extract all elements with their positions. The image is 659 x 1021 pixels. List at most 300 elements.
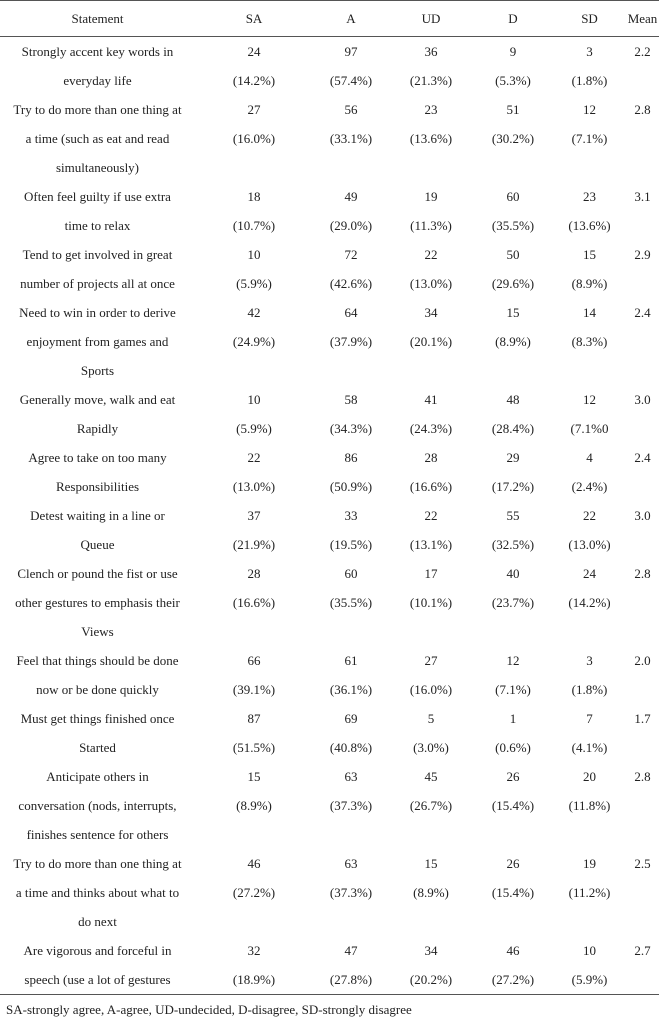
ud-cell <box>389 501 473 559</box>
statement-cell <box>0 385 195 443</box>
sa-cell-line: 10 <box>247 392 261 407</box>
d-cell <box>473 559 553 646</box>
statement-cell-line: other gestures to emphasis their <box>15 595 180 610</box>
d-cell <box>473 501 553 559</box>
mean-cell <box>626 443 659 501</box>
ud-cell-line: (21.3%) <box>409 73 453 88</box>
mean-cell <box>626 298 659 385</box>
d-cell-line: 1 <box>509 711 517 726</box>
footnote: SA-strongly agree, A-agree, UD-undecided, D-disagree, SD-strongly disagree <box>6 1002 412 1017</box>
d-cell <box>473 646 553 704</box>
a-cell <box>313 182 389 240</box>
a-cell-line: (50.9%) <box>329 479 373 494</box>
d-cell-line: (35.5%) <box>491 218 535 233</box>
ud-cell-line: 15 <box>424 856 438 871</box>
mean-cell-line: 3.0 <box>634 392 651 407</box>
sa-cell-line: (27.2%) <box>232 885 276 900</box>
sa-cell <box>195 443 313 501</box>
sa-cell <box>195 501 313 559</box>
ud-cell-line: 41 <box>424 392 438 407</box>
ud-cell <box>389 936 473 995</box>
statement-cell-line: Try to do more than one thing at <box>13 102 182 117</box>
mean-cell <box>626 849 659 936</box>
a-cell-line: 61 <box>344 653 358 668</box>
statement-cell <box>0 298 195 385</box>
a-cell-line: 47 <box>344 943 358 958</box>
a-cell <box>313 385 389 443</box>
ud-cell-line: (8.9%) <box>413 885 449 900</box>
mean-cell <box>626 182 659 240</box>
ud-cell-line: (26.7%) <box>409 798 453 813</box>
mean-cell <box>626 37 659 96</box>
mean-cell-line: 2.8 <box>634 566 651 581</box>
header-ud: UD <box>389 1 473 37</box>
ud-cell <box>389 849 473 936</box>
sd-cell <box>553 385 626 443</box>
statement-cell-line: Detest waiting in a line or <box>30 508 165 523</box>
a-cell-line: (27.8%) <box>329 972 373 987</box>
d-cell-line: (23.7%) <box>491 595 535 610</box>
a-cell-line: (37.3%) <box>329 885 373 900</box>
ud-cell <box>389 762 473 849</box>
d-cell-line: 12 <box>506 653 520 668</box>
ud-cell-line: (20.1%) <box>409 334 453 349</box>
a-cell-line: (19.5%) <box>329 537 373 552</box>
statement-cell <box>0 559 195 646</box>
sa-cell-line: (14.2%) <box>232 73 276 88</box>
a-cell-line: (35.5%) <box>329 595 373 610</box>
a-cell-line: (57.4%) <box>329 73 373 88</box>
sd-cell-line: 23 <box>583 189 596 204</box>
statement-cell-line: Are vigorous and forceful in <box>23 943 172 958</box>
statement-cell-line: Feel that things should be done <box>16 653 179 668</box>
sd-cell <box>553 443 626 501</box>
table-row <box>0 559 659 646</box>
sd-cell-line: (11.8%) <box>568 798 611 813</box>
sa-cell-line: (18.9%) <box>232 972 276 987</box>
sd-cell-line: 24 <box>583 566 596 581</box>
mean-cell <box>626 240 659 298</box>
a-cell-line: 69 <box>344 711 358 726</box>
a-cell <box>313 936 389 995</box>
ud-cell-line: 19 <box>424 189 438 204</box>
table-row <box>0 95 659 182</box>
ud-cell-line: (16.6%) <box>409 479 453 494</box>
sd-cell <box>553 240 626 298</box>
header-sa: SA <box>195 1 313 37</box>
a-cell-line: 86 <box>344 450 358 465</box>
d-cell-line: 50 <box>506 247 520 262</box>
d-cell-line: 26 <box>506 856 520 871</box>
d-cell-line: 40 <box>506 566 520 581</box>
sd-cell-line: 14 <box>583 305 596 320</box>
ud-cell <box>389 385 473 443</box>
a-cell-line: 64 <box>344 305 358 320</box>
statement-cell-line: Tend to get involved in great <box>22 247 173 262</box>
ud-cell-line: 5 <box>427 711 435 726</box>
statement-cell <box>0 443 195 501</box>
sa-cell-line: 28 <box>247 566 261 581</box>
d-cell <box>473 298 553 385</box>
d-cell-line: (32.5%) <box>491 537 535 552</box>
statement-cell <box>0 95 195 182</box>
sd-cell-line: 3 <box>586 44 593 59</box>
ud-cell-line: (13.0%) <box>409 276 453 291</box>
statement-cell-line: finishes sentence for others <box>26 827 169 842</box>
d-cell <box>473 182 553 240</box>
sa-cell-line: 10 <box>247 247 261 262</box>
sd-cell-line: 12 <box>583 102 596 117</box>
sd-cell-line: (4.1%) <box>571 740 608 755</box>
sd-cell <box>553 762 626 849</box>
table-row <box>0 704 659 762</box>
table-row <box>0 646 659 704</box>
sd-cell <box>553 559 626 646</box>
table-row <box>0 936 659 995</box>
d-cell-line: 9 <box>509 44 517 59</box>
ud-cell <box>389 646 473 704</box>
sa-cell <box>195 849 313 936</box>
a-cell-line: (37.9%) <box>329 334 373 349</box>
a-cell-line: 56 <box>344 102 358 117</box>
statement-cell-line: Views <box>81 624 114 639</box>
a-cell <box>313 646 389 704</box>
mean-cell-line: 2.9 <box>634 247 651 262</box>
mean-cell-line: 2.7 <box>634 943 651 958</box>
d-cell-line: 26 <box>506 769 520 784</box>
d-cell <box>473 385 553 443</box>
a-cell <box>313 559 389 646</box>
a-cell <box>313 37 389 96</box>
a-cell <box>313 298 389 385</box>
statement-cell-line: enjoyment from games and <box>26 334 169 349</box>
ud-cell <box>389 443 473 501</box>
d-cell-line: 55 <box>506 508 520 523</box>
statement-cell-line: Must get things finished once <box>20 711 175 726</box>
statement-cell <box>0 501 195 559</box>
d-cell-line: 48 <box>506 392 520 407</box>
statement-cell-line: speech (use a lot of gestures <box>24 972 171 987</box>
d-cell <box>473 849 553 936</box>
sa-cell-line: 27 <box>247 102 261 117</box>
sd-cell-line: 4 <box>586 450 593 465</box>
statement-cell-line: number of projects all at once <box>20 276 175 291</box>
sa-cell-line: (13.0%) <box>232 479 276 494</box>
ud-cell <box>389 37 473 96</box>
sd-cell-line: (1.8%) <box>571 682 608 697</box>
a-cell <box>313 762 389 849</box>
sa-cell <box>195 298 313 385</box>
a-cell-line: 72 <box>344 247 358 262</box>
mean-cell <box>626 936 659 995</box>
statement-cell-line: everyday life <box>63 73 132 88</box>
ud-cell-line: 45 <box>424 769 438 784</box>
a-cell-line: 33 <box>344 508 358 523</box>
a-cell <box>313 501 389 559</box>
ud-cell <box>389 559 473 646</box>
sd-cell-line: (11.2%) <box>568 885 611 900</box>
ud-cell <box>389 298 473 385</box>
statement-cell-line: now or be done quickly <box>36 682 159 697</box>
d-cell <box>473 762 553 849</box>
statement-cell-line: a time (such as eat and read <box>25 131 170 146</box>
a-cell-line: 58 <box>344 392 358 407</box>
sa-cell-line: 32 <box>247 943 261 958</box>
d-cell <box>473 37 553 96</box>
statement-cell <box>0 849 195 936</box>
sd-cell-line: (8.3%) <box>571 334 608 349</box>
table-row <box>0 240 659 298</box>
mean-cell <box>626 95 659 182</box>
sa-cell-line: (16.0%) <box>232 131 276 146</box>
d-cell-line: 60 <box>506 189 520 204</box>
a-cell-line: (36.1%) <box>329 682 373 697</box>
ud-cell-line: 28 <box>424 450 438 465</box>
sd-cell-line: (13.0%) <box>568 537 611 552</box>
a-cell-line: (34.3%) <box>329 421 373 436</box>
statement-cell-line: time to relax <box>64 218 131 233</box>
sa-cell-line: (21.9%) <box>232 537 276 552</box>
table-row <box>0 443 659 501</box>
ud-cell-line: (11.3%) <box>410 218 452 233</box>
a-cell <box>313 849 389 936</box>
statement-cell <box>0 762 195 849</box>
statement-cell-line: Sports <box>80 363 115 378</box>
a-cell <box>313 443 389 501</box>
ud-cell <box>389 95 473 182</box>
statement-cell-line: Started <box>79 740 116 755</box>
a-cell-line: (33.1%) <box>329 131 373 146</box>
sd-cell <box>553 646 626 704</box>
ud-cell-line: (24.3%) <box>409 421 453 436</box>
d-cell-line: (15.4%) <box>491 885 535 900</box>
statement-cell <box>0 704 195 762</box>
table-row <box>0 849 659 936</box>
statement-cell-line: Rapidly <box>76 421 119 436</box>
table-row <box>0 37 659 96</box>
ud-cell-line: (3.0%) <box>413 740 449 755</box>
d-cell <box>473 240 553 298</box>
statement-cell-line: Agree to take on too many <box>28 450 167 465</box>
sa-cell-line: 46 <box>247 856 261 871</box>
ud-cell <box>389 240 473 298</box>
a-cell-line: 63 <box>344 769 358 784</box>
a-cell <box>313 240 389 298</box>
mean-cell-line: 2.5 <box>634 856 651 871</box>
a-cell-line: (40.8%) <box>329 740 373 755</box>
table-row <box>0 501 659 559</box>
header-statement: Statement <box>0 1 195 37</box>
ud-cell-line: 36 <box>424 44 438 59</box>
sd-cell-line: 12 <box>583 392 596 407</box>
sa-cell <box>195 762 313 849</box>
mean-cell <box>626 501 659 559</box>
mean-cell-line: 1.7 <box>634 711 651 726</box>
sd-cell-line: 22 <box>583 508 596 523</box>
statement-cell <box>0 240 195 298</box>
sd-cell-line: 15 <box>583 247 596 262</box>
sd-cell <box>553 704 626 762</box>
table-row <box>0 385 659 443</box>
sd-cell <box>553 95 626 182</box>
ud-cell-line: 34 <box>424 943 438 958</box>
statement-cell-line: Try to do more than one thing at <box>13 856 182 871</box>
statement-cell-line: simultaneously) <box>55 160 140 175</box>
statement-cell <box>0 37 195 96</box>
statement-cell-line: Responsibilities <box>55 479 140 494</box>
statement-cell-line: Queue <box>80 537 115 552</box>
ud-cell-line: (13.6%) <box>409 131 453 146</box>
sd-cell-line: 10 <box>583 943 596 958</box>
d-cell <box>473 704 553 762</box>
sa-cell <box>195 385 313 443</box>
sd-cell-line: 20 <box>583 769 596 784</box>
d-cell <box>473 443 553 501</box>
mean-cell <box>626 385 659 443</box>
d-cell-line: (8.9%) <box>495 334 531 349</box>
sd-cell-line: (7.1%) <box>571 131 608 146</box>
a-cell <box>313 704 389 762</box>
sa-cell-line: 66 <box>247 653 261 668</box>
mean-cell <box>626 646 659 704</box>
sa-cell-line: 22 <box>247 450 261 465</box>
header-d: D <box>473 1 553 37</box>
statement-cell-line: conversation (nods, interrupts, <box>18 798 177 813</box>
sa-cell-line: 42 <box>247 305 261 320</box>
sa-cell-line: 24 <box>247 44 261 59</box>
mean-cell-line: 2.4 <box>634 450 651 465</box>
sa-cell-line: (24.9%) <box>232 334 276 349</box>
ud-cell-line: 17 <box>424 566 438 581</box>
statement-cell-line: Often feel guilty if use extra <box>24 189 171 204</box>
d-cell-line: 29 <box>506 450 520 465</box>
a-cell-line: (29.0%) <box>329 218 373 233</box>
ud-cell-line: (16.0%) <box>409 682 453 697</box>
ud-cell-line: 23 <box>424 102 438 117</box>
d-cell-line: (28.4%) <box>491 421 535 436</box>
ud-cell <box>389 704 473 762</box>
sd-cell-line: (1.8%) <box>571 73 608 88</box>
sd-cell-line: (14.2%) <box>568 595 611 610</box>
sd-cell-line: 19 <box>583 856 596 871</box>
sa-cell-line: (5.9%) <box>236 276 272 291</box>
a-cell-line: (37.3%) <box>329 798 373 813</box>
sd-cell-line: (5.9%) <box>571 972 608 987</box>
mean-cell-line: 2.2 <box>634 44 651 59</box>
sd-cell-line: 7 <box>586 711 593 726</box>
ud-cell <box>389 182 473 240</box>
sd-cell <box>553 298 626 385</box>
d-cell <box>473 95 553 182</box>
sd-cell <box>553 849 626 936</box>
statement-cell <box>0 646 195 704</box>
sa-cell <box>195 936 313 995</box>
sa-cell <box>195 646 313 704</box>
table-row <box>0 182 659 240</box>
sa-cell <box>195 704 313 762</box>
a-cell-line: 49 <box>344 189 358 204</box>
statement-cell-line: Strongly accent key words in <box>21 44 174 59</box>
mean-cell-line: 2.0 <box>634 653 651 668</box>
d-cell-line: (7.1%) <box>495 682 531 697</box>
sa-cell <box>195 37 313 96</box>
a-cell-line: 60 <box>344 566 358 581</box>
ud-cell-line: (10.1%) <box>409 595 453 610</box>
statement-cell-line: do next <box>78 914 117 929</box>
table-body <box>0 37 659 995</box>
sa-cell-line: (39.1%) <box>232 682 276 697</box>
statement-cell-line: a time and thinks about what to <box>15 885 180 900</box>
a-cell <box>313 95 389 182</box>
mean-cell <box>626 762 659 849</box>
table-header-row <box>0 1 659 37</box>
sa-cell <box>195 182 313 240</box>
sd-cell-line: (7.1%0 <box>570 421 609 436</box>
sa-cell-line: 15 <box>247 769 261 784</box>
sa-cell <box>195 240 313 298</box>
mean-cell-line: 3.0 <box>634 508 651 523</box>
ud-cell-line: 22 <box>424 247 438 262</box>
statement-cell-line: Generally move, walk and eat <box>19 392 176 407</box>
ud-cell-line: (13.1%) <box>409 537 453 552</box>
sa-cell-line: (51.5%) <box>232 740 276 755</box>
d-cell-line: 46 <box>506 943 520 958</box>
d-cell-line: (17.2%) <box>491 479 535 494</box>
a-cell-line: (42.6%) <box>329 276 373 291</box>
statement-cell-line: Anticipate others in <box>46 769 149 784</box>
d-cell-line: (27.2%) <box>491 972 535 987</box>
d-cell-line: 15 <box>506 305 520 320</box>
ud-cell-line: (20.2%) <box>409 972 453 987</box>
sa-cell-line: (10.7%) <box>232 218 276 233</box>
mean-cell <box>626 704 659 762</box>
sd-cell <box>553 182 626 240</box>
sa-cell <box>195 559 313 646</box>
statement-cell <box>0 936 195 995</box>
d-cell-line: (0.6%) <box>495 740 531 755</box>
d-cell <box>473 936 553 995</box>
table-row <box>0 298 659 385</box>
mean-cell <box>626 559 659 646</box>
table-row <box>0 762 659 849</box>
sa-cell-line: (16.6%) <box>232 595 276 610</box>
sa-cell-line: (8.9%) <box>236 798 272 813</box>
ud-cell-line: 27 <box>424 653 438 668</box>
mean-cell-line: 2.8 <box>634 769 651 784</box>
sa-cell-line: 18 <box>247 189 261 204</box>
header-sd: SD <box>553 1 626 37</box>
header-a: A <box>313 1 389 37</box>
ud-cell-line: 34 <box>424 305 438 320</box>
sd-cell-line: (2.4%) <box>571 479 608 494</box>
d-cell-line: (29.6%) <box>491 276 535 291</box>
d-cell-line: (5.3%) <box>495 73 531 88</box>
sa-cell-line: 87 <box>247 711 261 726</box>
sd-cell <box>553 37 626 96</box>
a-cell-line: 63 <box>344 856 358 871</box>
d-cell-line: (15.4%) <box>491 798 535 813</box>
d-cell-line: (30.2%) <box>491 131 535 146</box>
statement-cell <box>0 182 195 240</box>
sd-cell <box>553 501 626 559</box>
sa-cell <box>195 95 313 182</box>
mean-cell-line: 2.4 <box>634 305 651 320</box>
d-cell-line: 51 <box>506 102 520 117</box>
sd-cell-line: (13.6%) <box>568 218 611 233</box>
mean-cell-line: 3.1 <box>634 189 651 204</box>
statement-cell-line: Clench or pound the fist or use <box>17 566 178 581</box>
sa-cell-line: 37 <box>247 508 261 523</box>
